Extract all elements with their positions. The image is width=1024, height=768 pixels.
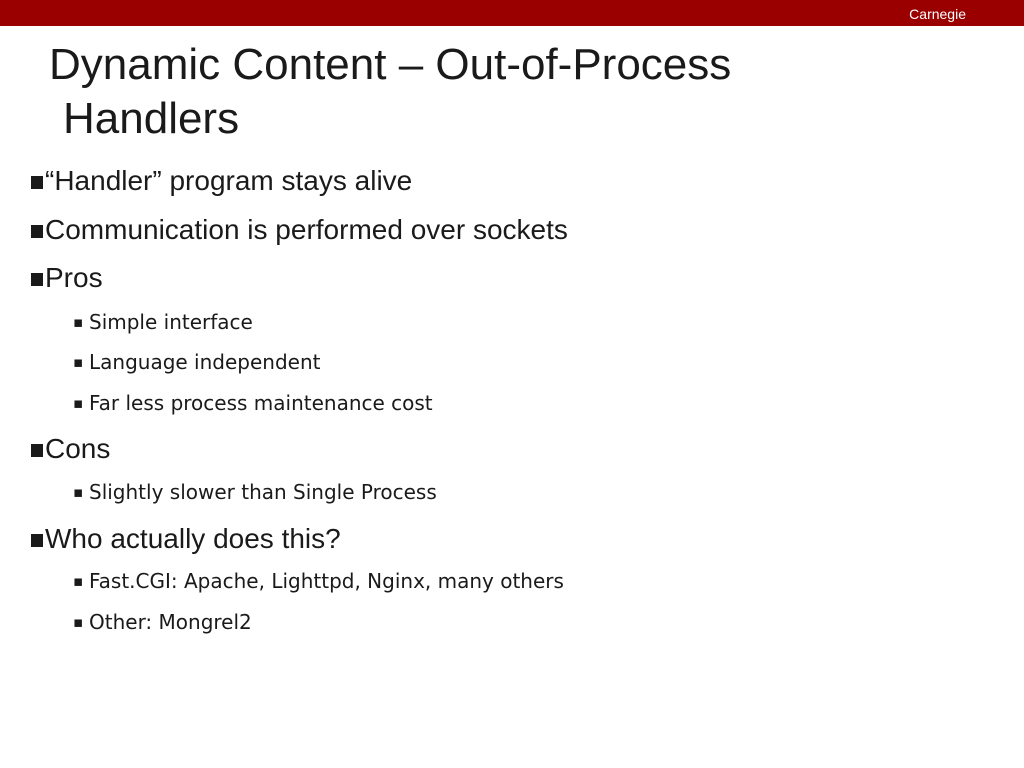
- bullet-text: Pros: [45, 262, 103, 293]
- small-square-bullet-icon: ▪: [73, 572, 84, 590]
- bullet-text: Cons: [45, 433, 111, 464]
- sub-bullet-pros-3: [73, 391, 433, 415]
- square-bullet-icon: [31, 225, 43, 238]
- bullet-communication: [31, 214, 568, 246]
- bullet-who: [31, 523, 341, 555]
- small-square-bullet-icon: ▪: [73, 353, 84, 371]
- bullet-text: Who actually does this?: [45, 523, 341, 554]
- slide-title: [49, 38, 949, 146]
- sub-bullet-who-2: [73, 610, 252, 634]
- sub-bullet-cons-1: [73, 480, 437, 504]
- square-bullet-icon: [31, 444, 43, 457]
- sub-bullet-pros-2: [73, 350, 320, 374]
- small-square-bullet-icon: ▪: [73, 613, 84, 631]
- title-line-1: Dynamic Content – Out-of-Process: [49, 40, 732, 89]
- brand-label: Carnegie: [909, 6, 966, 22]
- sub-bullet-text: Simple interface: [89, 310, 253, 334]
- sub-bullet-text: Fast.CGI: Apache, Lighttpd, Nginx, many others: [89, 569, 564, 593]
- title-line-2: Handlers: [63, 94, 240, 143]
- bullet-handler-alive: [31, 165, 412, 197]
- bullet-text: “Handler” program stays alive: [45, 165, 413, 196]
- sub-bullet-text: Other: Mongrel2: [89, 610, 252, 634]
- sub-bullet-text: Slightly slower than Single Process: [89, 480, 437, 504]
- sub-bullet-text: Far less process maintenance cost: [89, 391, 433, 415]
- bullet-text: Communication is performed over sockets: [45, 214, 568, 245]
- small-square-bullet-icon: ▪: [73, 313, 84, 331]
- sub-bullet-who-1: [73, 569, 564, 593]
- bullet-pros: [31, 262, 103, 294]
- header-bar: [0, 0, 1024, 26]
- sub-bullet-pros-1: [73, 310, 253, 334]
- square-bullet-icon: [31, 176, 43, 189]
- square-bullet-icon: [31, 273, 43, 286]
- bullet-cons: [31, 433, 110, 465]
- small-square-bullet-icon: ▪: [73, 394, 84, 412]
- small-square-bullet-icon: ▪: [73, 483, 84, 501]
- sub-bullet-text: Language independent: [89, 350, 321, 374]
- square-bullet-icon: [31, 534, 43, 547]
